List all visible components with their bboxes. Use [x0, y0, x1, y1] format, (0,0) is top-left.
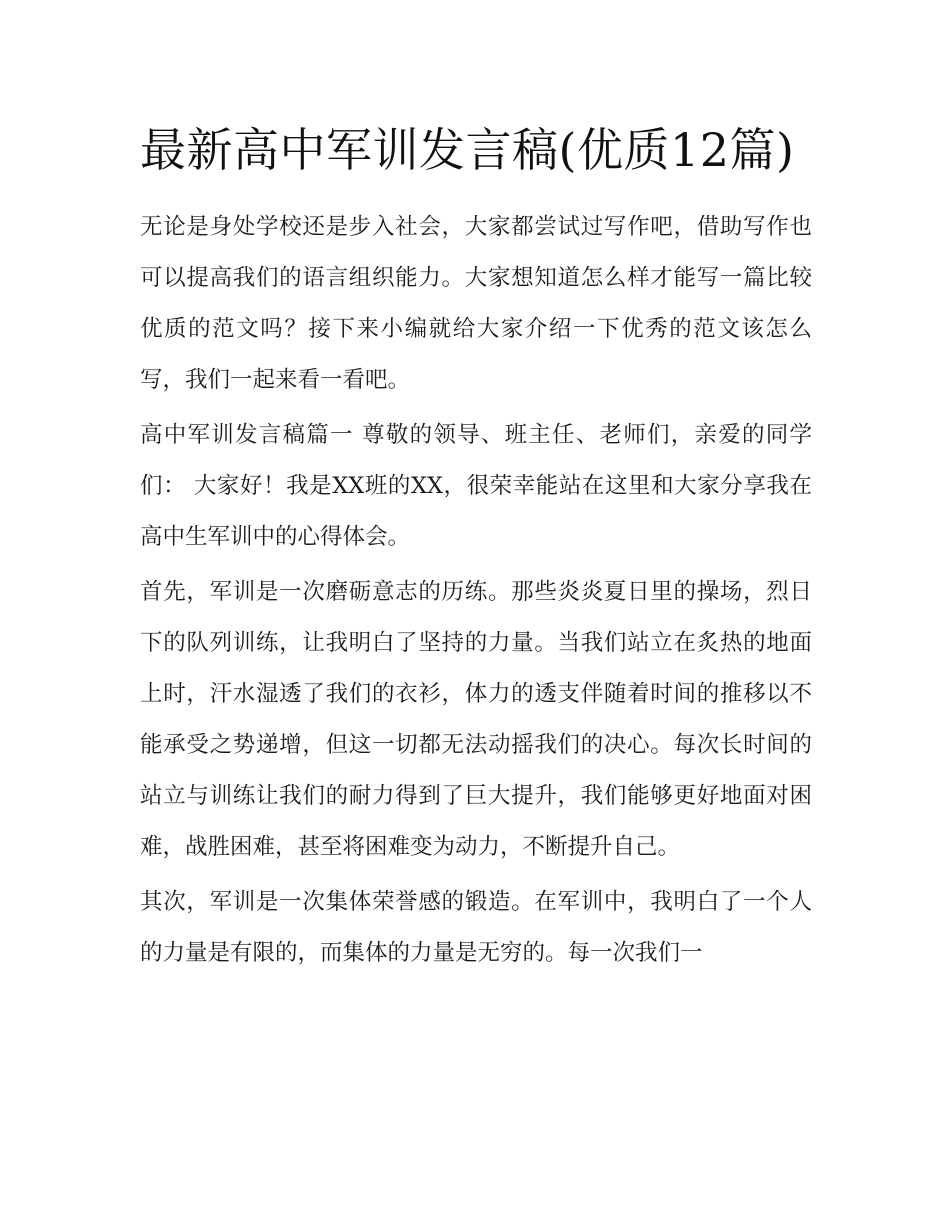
document-title: 最新高中军训发言稿(优质12篇) [140, 123, 795, 177]
paragraph-greeting: 高中军训发言稿篇一 尊敬的领导、班主任、老师们，亲爱的同学们： 大家好！我是XX班的XX，很荣幸能站在这里和大家分享我在高中生军训中的心得体会。 [140, 422, 812, 550]
paragraph-first-point: 首先，军训是一次磨砺意志的历练。那些炎炎夏日里的操场，烈日下的队列训练，让我明白了坚持的力量。当我们站立在炙热的地面上时，汗水湿透了我们的衣衫，体力的透支伴随着时间的推移以不能承受之势递增，但这一切都无法动摇我们的决心。每次长时间的站立与训练让我们的耐力得到了巨大提升，我们能够更好地面对困难，战胜困难，甚至将困难变为动力，不断提升自己。 [140, 579, 812, 860]
paragraph-intro: 无论是身处学校还是步入社会，大家都尝试过写作吧，借助写作也可以提高我们的语言组织能力。大家想知道怎么样才能写一篇比较优质的范文吗？接下来小编就给大家介绍一下优秀的范文该怎么写，我们一起来看一看吧。 [140, 214, 812, 393]
paragraph-second-point: 其次，军训是一次集体荣誉感的锻造。在军训中，我明白了一个人的力量是有限的，而集体的力量是无穷的。每一次我们一 [140, 889, 812, 966]
document-page [140, 112, 812, 983]
